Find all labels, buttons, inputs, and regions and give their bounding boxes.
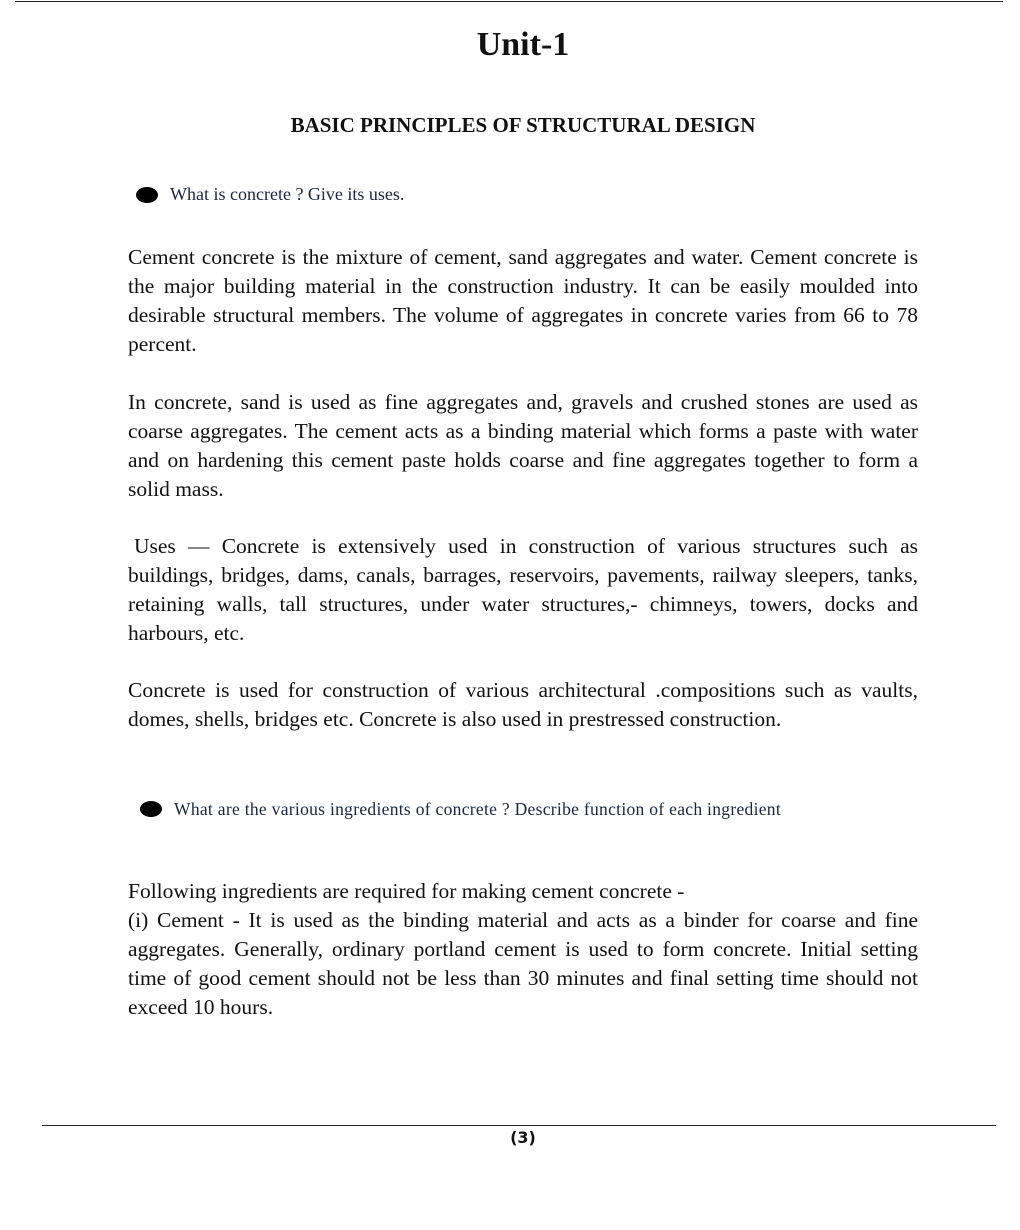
ingredient-cement: (i) Cement - It is used as the binding material and acts as a binder for coarse and fine aggregates. Generally, ordinary portland cement is used to form concrete. Initial setting time of good cement should not be less than 30 minutes and final setting time should not exceed 10 hours. <box>128 908 918 1019</box>
question-text: What are the various ingredients of concrete ? Describe function of each ingredient <box>174 799 782 819</box>
page-number: (3) <box>510 1128 536 1147</box>
top-rule <box>15 1 1003 2</box>
paragraph: Cement concrete is the mixture of cement, sand aggregates and water. Cement concrete is the major building material in the construction industry. It can be easily moulded into desirable structural members. The volume of aggregates in concrete varies from 66 to 78 percent. <box>128 245 918 356</box>
paragraph-uses: Uses — Concrete is extensively used in construction of various structures such as buildings, bridges, dams, canals, barrages, reservoirs, pavements, railway sleepers, tanks, retaining walls, tall structures, under water structures,- chimneys, towers, docks and harbours, etc. <box>128 534 918 645</box>
question-1 <box>136 184 404 205</box>
paragraph: Concrete is used for construction of various architectural .compositions such as vaults, domes, shells, bridges etc. Concrete is also used in prestressed construction. <box>128 678 918 731</box>
bullet-icon <box>140 801 162 817</box>
section-heading: BASIC PRINCIPLES OF STRUCTURAL DESIGN <box>290 113 756 137</box>
paragraph: In concrete, sand is used as fine aggregates and, gravels and crushed stones are used as coarse aggregates. The cement acts as a binding material which forms a paste with water and on hardening this cement paste holds coarse and fine aggregates together to form a solid mass. <box>128 390 918 501</box>
footer-rule <box>42 1125 996 1126</box>
question-text: What is concrete ? Give its uses. <box>170 184 405 204</box>
page-title: Unit-1 <box>476 26 570 63</box>
question-2 <box>140 798 856 820</box>
ingredients-intro: Following ingredients are required for making cement concrete - <box>128 879 685 903</box>
bullet-icon <box>136 187 158 203</box>
ingredients-section <box>128 877 918 1022</box>
